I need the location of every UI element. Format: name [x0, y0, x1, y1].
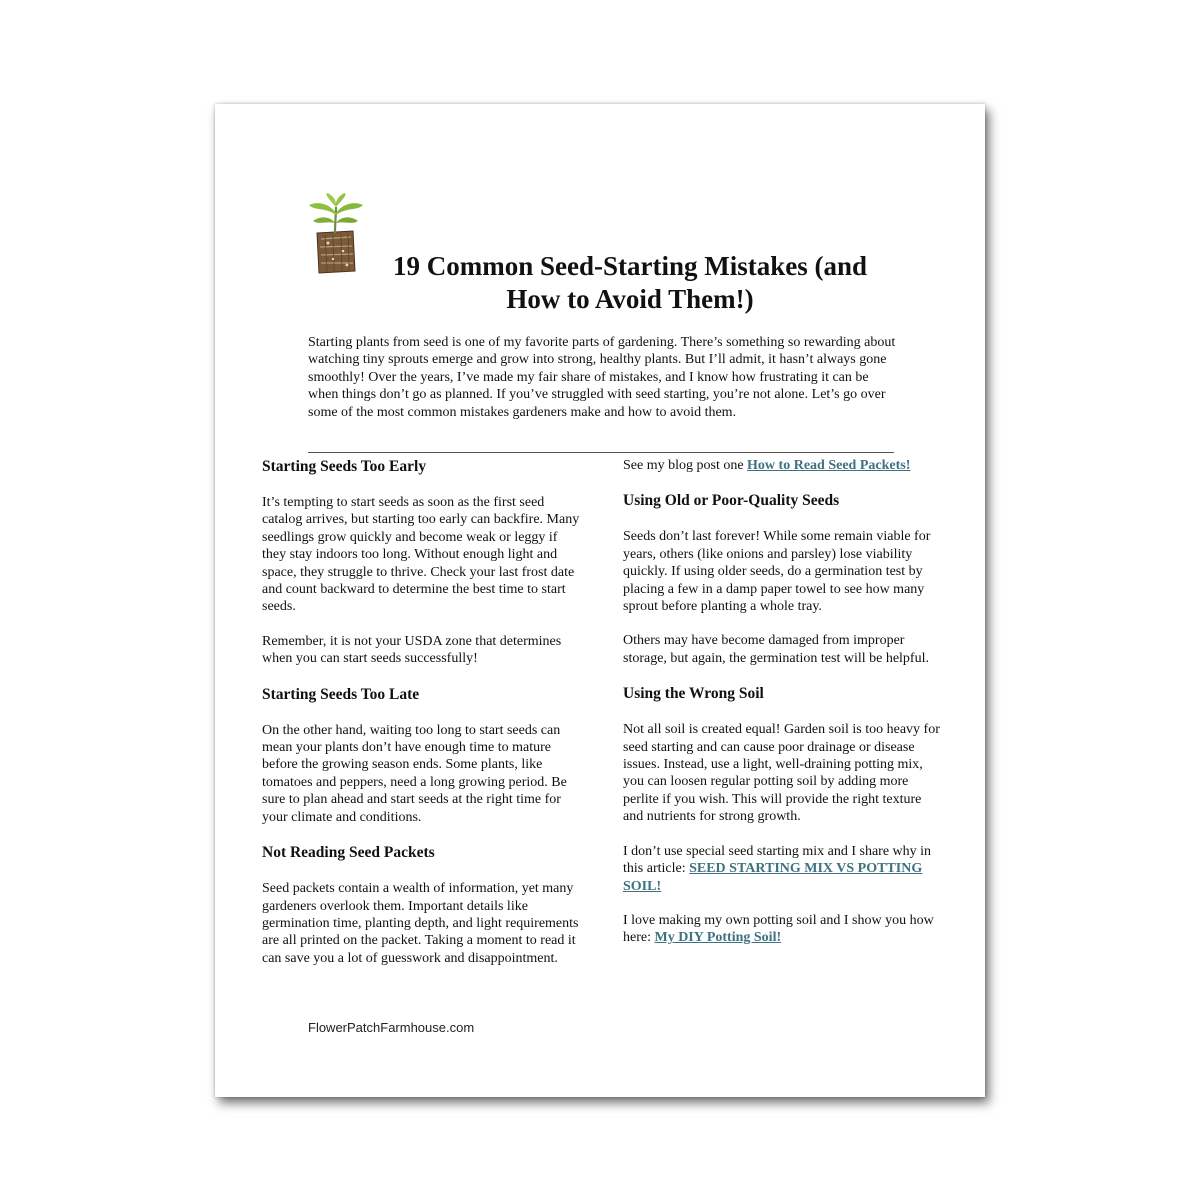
paragraph-too-late: On the other hand, waiting too long to start seeds can mean your plants don’t have enough time to mature before the growing season ends. Some plants, like tomatoes and peppers, need a long growing period. Be sure to plan ahead and start seeds at the right time for your climate and conditions. [262, 722, 567, 825]
link-seed-starting-mix[interactable]: SEED STARTING MIX VS POTTING SOIL! [623, 861, 923, 894]
document-title [340, 250, 920, 316]
seed-mix-line [623, 843, 945, 895]
blog-post-prefix: See my blog post one [623, 458, 748, 473]
heading-starting-too-late: Starting Seeds Too Late [262, 685, 420, 703]
heading-old-seeds: Using Old or Poor-Quality Seeds [623, 492, 840, 510]
paragraph-old-seeds-1: Seeds don’t last forever! While some remain viable for years, others (like onions and parsley) lose viability quickly. If using older seeds, do a germination test by placing a few in a damp paper towel to see how many sprout before planting a whole tray. [623, 529, 931, 615]
seed-mix-prefix: I don’t use special seed starting mix and I share why in this article: [623, 843, 932, 877]
diy-soil-line [623, 912, 945, 947]
paragraph-wrong-soil: Not all soil is created equal! Garden soil is too heavy for seed starting and can cause poor drainage or disease issues. Instead, use a light, well-draining potting mix, you can loosen regular potting soil by adding more perlite if you wish. This will provide the right texture and nutrients for strong growth. [623, 722, 940, 825]
heading-not-reading-packets: Not Reading Seed Packets [262, 844, 435, 862]
title-line-2: How to Avoid Them!) [506, 284, 754, 314]
title-line-1: 19 Common Seed-Starting Mistakes (and [392, 251, 867, 281]
left-column [262, 457, 582, 967]
paragraph-too-early-2: Remember, it is not your USDA zone that determines when you can start seeds successfully! [262, 633, 562, 667]
right-column [623, 457, 945, 947]
paragraph-old-seeds-2: Others may have become damaged from improper storage, but again, the germination test will be helpful. [623, 633, 929, 666]
paragraph-too-early-1: It’s tempting to start seeds as soon as the first seed catalog arrives, but starting too early can backfire. Many seedlings grow quickly and become weak or leggy if they stay indoors too long. Without enough light and space, they struggle to thrive. Check your last frost date and count backward to determine the best time to start seeds. [262, 495, 580, 615]
intro-paragraph: Starting plants from seed is one of my favorite parts of gardening. There’s something so rewarding about watching tiny sprouts emerge and grow into strong, healthy plants. But I’ll admit, it hasn’t always gone smoothly! Over the years, I’ve made my fair share of mistakes, and I know how frustrating it can be when things don’t go as planned. If you’ve struggled with seed starting, you’re not alone. Let’s go over some of the most common mistakes gardeners make and how to avoid them. [308, 335, 896, 420]
section-divider [308, 452, 894, 453]
blog-post-line [623, 457, 945, 474]
footer-website: FlowerPatchFarmhouse.com [308, 1020, 475, 1035]
link-diy-potting-soil[interactable]: My DIY Potting Soil! [654, 930, 782, 946]
link-read-seed-packets[interactable]: How to Read Seed Packets! [747, 458, 911, 473]
diy-soil-prefix: I love making my own potting soil and I show you how here: [623, 912, 934, 946]
paragraph-not-reading-packets: Seed packets contain a wealth of information, yet many gardeners overlook them. Important details like germination time, planting depth, and light requirements are all printed on the packet. Taking a moment to read it can save you a lot of guesswork and disappointment. [262, 881, 579, 966]
heading-starting-too-early: Starting Seeds Too Early [262, 458, 427, 475]
heading-wrong-soil: Using the Wrong Soil [623, 685, 764, 703]
